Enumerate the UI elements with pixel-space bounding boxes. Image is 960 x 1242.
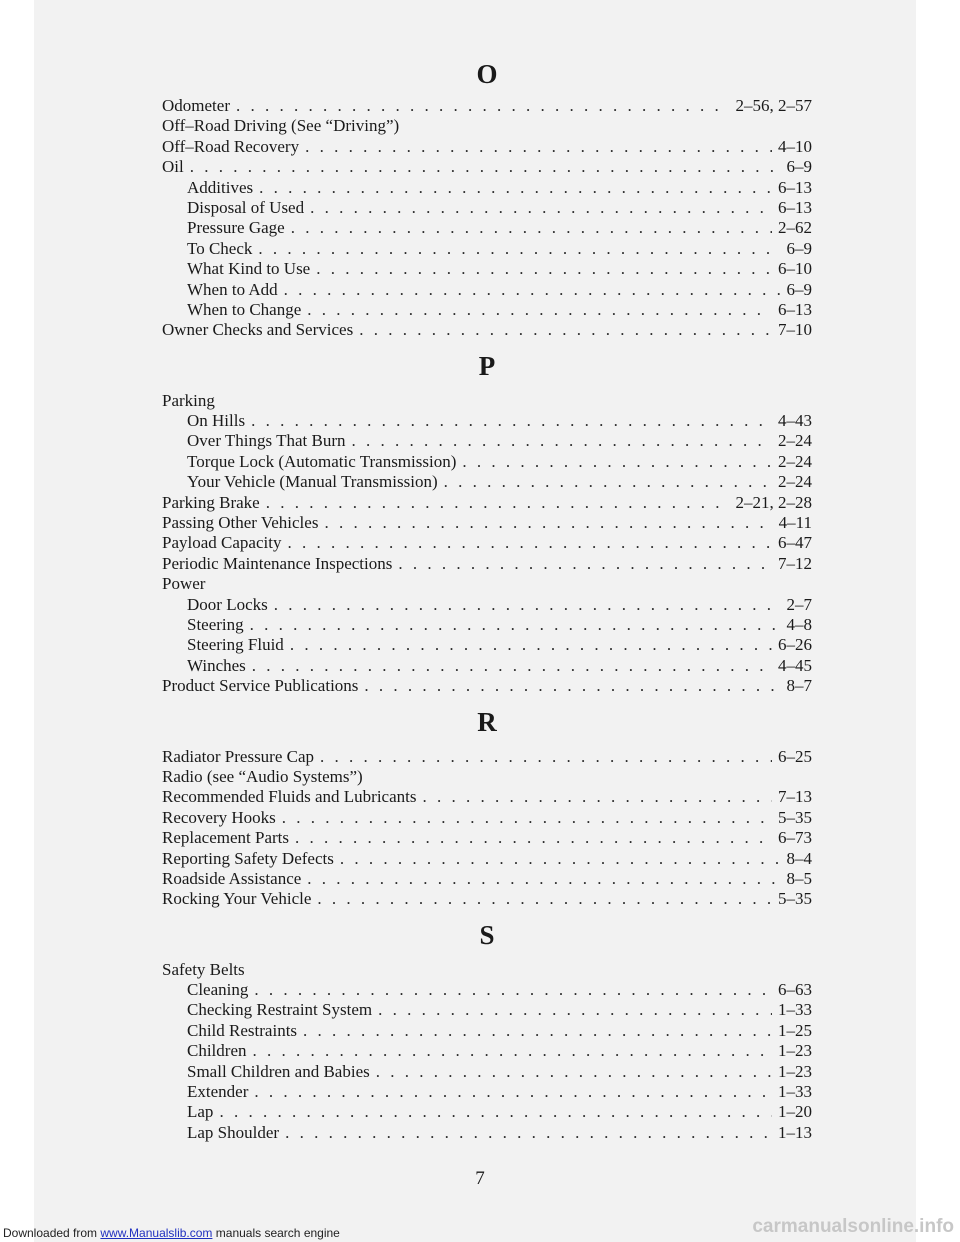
entry-text: On Hills: [187, 411, 246, 431]
entry-page-ref: 1–23: [778, 1061, 812, 1081]
entry-text: Rocking Your Vehicle: [162, 889, 312, 909]
dot-leader: [378, 1000, 772, 1020]
entry-text: Torque Lock (Automatic Transmission): [187, 451, 457, 471]
entry-text: Lap Shoulder: [187, 1122, 280, 1142]
entry-page-ref: 1–33: [778, 1082, 812, 1102]
dot-leader: [259, 178, 772, 198]
entry-page-ref: 4–8: [786, 614, 812, 634]
entry-text: Lap: [187, 1102, 214, 1122]
entry-page-ref: 6–9: [786, 279, 812, 299]
watermark: carmanualsonline.info: [752, 1216, 954, 1237]
entry-page-ref: 1–20: [778, 1102, 812, 1122]
dot-leader: [305, 137, 772, 157]
section-heading: O: [476, 59, 498, 89]
entry-text: Checking Restraint System: [187, 1000, 373, 1020]
index-subentry: [162, 1062, 812, 1082]
dot-leader: [422, 787, 772, 807]
entry-text: Extender: [187, 1082, 249, 1102]
dot-leader: [295, 828, 772, 848]
entry-text: Recommended Fluids and Lubricants: [162, 787, 417, 807]
entry-page-ref: 7–13: [778, 787, 812, 807]
entry-text: Door Locks: [187, 594, 268, 614]
index-subentry: [162, 595, 812, 615]
index-entry: [162, 828, 812, 848]
dot-leader: [254, 980, 772, 1000]
dot-leader: [258, 239, 780, 259]
entry-page-ref: 6–9: [786, 238, 812, 258]
index-entry: [162, 849, 812, 869]
index-subentry: [162, 1123, 812, 1143]
entry-page-ref: 5–35: [778, 807, 812, 827]
entry-text: Recovery Hooks: [162, 807, 276, 827]
dot-leader: [303, 1021, 772, 1041]
dot-leader: [266, 493, 730, 513]
dot-leader: [324, 513, 772, 533]
entry-page-ref: 4–11: [778, 513, 812, 533]
entry-page-ref: 2–24: [778, 472, 812, 492]
dot-leader: [284, 280, 781, 300]
entry-page-ref: 2–24: [778, 431, 812, 451]
entry-text: Roadside Assistance: [162, 868, 302, 888]
entry-text: Your Vehicle (Manual Transmission): [187, 472, 438, 492]
dot-leader: [352, 431, 773, 451]
entry-page-ref: 6–9: [786, 157, 812, 177]
entry-page-ref: 6–25: [778, 746, 812, 766]
index-subentry: [162, 431, 812, 451]
index-subentry: [162, 452, 812, 472]
entry-text: Parking: [162, 390, 215, 410]
index-entry: [162, 391, 812, 411]
dot-leader: [287, 533, 772, 553]
entry-text: Odometer: [162, 96, 230, 115]
dot-leader: [310, 198, 772, 218]
entry-text: Radio (see “Audio Systems”): [162, 766, 363, 786]
dot-leader: [317, 889, 772, 909]
index-entry: [162, 889, 812, 909]
entry-text: Winches: [187, 655, 246, 675]
dot-leader: [252, 656, 772, 676]
entry-text: Steering Fluid: [187, 635, 284, 655]
dot-leader: [359, 320, 772, 340]
index-subentry: [162, 218, 812, 238]
index-entry: [162, 554, 812, 574]
dot-leader: [290, 635, 772, 655]
entry-page-ref: 6–73: [778, 828, 812, 848]
dot-leader: [254, 1082, 772, 1102]
index-entry: [162, 137, 812, 157]
entry-text: Child Restraints: [187, 1020, 298, 1040]
entry-page-ref: 4–43: [778, 411, 812, 431]
index-subentry: [162, 472, 812, 492]
entry-text: Over Things That Burn: [187, 431, 346, 451]
dot-leader: [307, 869, 780, 889]
index-entry: [162, 676, 812, 696]
entry-text: When to Change: [187, 299, 302, 319]
entry-text: When to Add: [187, 279, 278, 299]
entry-page-ref: 7–12: [778, 553, 812, 573]
entry-page-ref: 2–56, 2–57: [735, 96, 812, 115]
entry-page-ref: 1–13: [778, 1122, 812, 1142]
dot-leader: [282, 808, 772, 828]
entry-text: Steering: [187, 614, 244, 634]
entry-page-ref: 8–4: [786, 848, 812, 868]
entry-text: To Check: [187, 238, 253, 258]
entry-text: Replacement Parts: [162, 828, 289, 848]
download-footer: [3, 1226, 340, 1240]
entry-page-ref: 2–62: [778, 218, 812, 238]
entry-text: Radiator Pressure Cap: [162, 746, 315, 766]
index-entry: [162, 574, 812, 594]
entry-text: Periodic Maintenance Inspections: [162, 553, 393, 573]
dot-leader: [253, 1041, 773, 1061]
index-entry: [162, 96, 812, 116]
section-heading: P: [478, 350, 496, 381]
section-letter-p: [162, 341, 812, 391]
index-subentry: [162, 615, 812, 635]
entry-page-ref: 4–45: [778, 655, 812, 675]
section-heading: S: [479, 919, 495, 950]
entry-text: Reporting Safety Defects: [162, 848, 334, 868]
dot-leader: [376, 1062, 772, 1082]
index-subentry: [162, 1000, 812, 1020]
entry-page-ref: 2–21, 2–28: [735, 492, 812, 512]
dot-leader: [316, 259, 772, 279]
entry-page-ref: 6–10: [778, 259, 812, 279]
entry-page-ref: 6–13: [778, 299, 812, 319]
index-entry: [162, 513, 812, 533]
dot-leader: [340, 849, 781, 869]
entry-page-ref: 7–10: [778, 320, 812, 340]
footer-suffix: manuals search engine: [212, 1226, 340, 1240]
section-letter-o: [162, 52, 812, 96]
entry-text: What Kind to Use: [187, 259, 311, 279]
entry-text: Children: [187, 1041, 247, 1061]
index-entry: [162, 787, 812, 807]
dot-leader: [291, 218, 772, 238]
entry-text: Disposal of Used: [187, 197, 305, 217]
dot-leader: [444, 472, 772, 492]
index-entry: [162, 747, 812, 767]
index-entry: [162, 767, 812, 787]
index-entry: [162, 320, 812, 340]
entry-page-ref: 6–47: [778, 533, 812, 553]
footer-prefix: Downloaded from: [3, 1226, 101, 1240]
dot-leader: [251, 411, 772, 431]
entry-text: Small Children and Babies: [187, 1061, 370, 1081]
entry-page-ref: 6–13: [778, 177, 812, 197]
dot-leader: [250, 615, 781, 635]
dot-leader: [285, 1123, 772, 1143]
index-subentry: [162, 1041, 812, 1061]
dot-leader: [190, 157, 781, 177]
index-entry: [162, 533, 812, 553]
index-subentry: [162, 259, 812, 279]
entry-text: Safety Belts: [162, 959, 245, 979]
entry-text: Product Service Publications: [162, 676, 359, 696]
entry-page-ref: 1–25: [778, 1020, 812, 1040]
entry-text: Off–Road Recovery: [162, 136, 300, 156]
index-content: [162, 52, 812, 1143]
entry-text: Cleaning: [187, 980, 249, 1000]
entry-page-ref: 4–10: [778, 136, 812, 156]
entry-text: Passing Other Vehicles: [162, 513, 319, 533]
entry-text: Off–Road Driving (See “Driving”): [162, 116, 400, 136]
index-entry: [162, 869, 812, 889]
index-subentry: [162, 198, 812, 218]
manualslib-link[interactable]: www.Manualslib.com: [100, 1226, 213, 1240]
index-subentry: [162, 980, 812, 1000]
entry-page-ref: 2–24: [778, 451, 812, 471]
dot-leader: [307, 300, 772, 320]
section-letter-s: [162, 910, 812, 960]
entry-page-ref: 8–5: [786, 868, 812, 888]
entry-text: Parking Brake: [162, 492, 260, 512]
index-subentry: [162, 280, 812, 300]
entry-text: Additives: [187, 177, 254, 197]
section-heading: R: [477, 706, 497, 737]
dot-leader: [462, 452, 772, 472]
index-subentry: [162, 411, 812, 431]
dot-leader: [274, 595, 781, 615]
entry-page-ref: 5–35: [778, 889, 812, 909]
entry-page-ref: 1–23: [778, 1041, 812, 1061]
entry-page-ref: 8–7: [786, 676, 812, 696]
entry-text: Oil: [162, 157, 184, 177]
dot-leader: [320, 747, 772, 767]
index-entry: [162, 116, 812, 136]
entry-text: Owner Checks and Services: [162, 320, 354, 340]
dot-leader: [219, 1102, 772, 1122]
index-subentry: [162, 656, 812, 676]
index-subentry: [162, 1102, 812, 1122]
dot-leader: [236, 96, 730, 116]
entry-page-ref: 6–63: [778, 980, 812, 1000]
entry-page-ref: 2–7: [786, 594, 812, 614]
entry-text: Payload Capacity: [162, 533, 282, 553]
entry-text: Power: [162, 574, 206, 594]
index-subentry: [162, 635, 812, 655]
entry-page-ref: 6–26: [778, 635, 812, 655]
index-subentry: [162, 300, 812, 320]
index-entry: [162, 808, 812, 828]
page-number: 7: [475, 1168, 485, 1189]
index-entry: [162, 493, 812, 513]
dot-leader: [364, 676, 780, 696]
entry-page-ref: 6–13: [778, 197, 812, 217]
dot-leader: [398, 554, 772, 574]
index-entry: [162, 157, 812, 177]
index-entry: [162, 960, 812, 980]
entry-text: Pressure Gage: [187, 218, 285, 238]
index-subentry: [162, 1082, 812, 1102]
entry-page-ref: 1–33: [778, 1000, 812, 1020]
index-subentry: [162, 1021, 812, 1041]
index-subentry: [162, 239, 812, 259]
section-letter-r: [162, 697, 812, 747]
index-subentry: [162, 178, 812, 198]
